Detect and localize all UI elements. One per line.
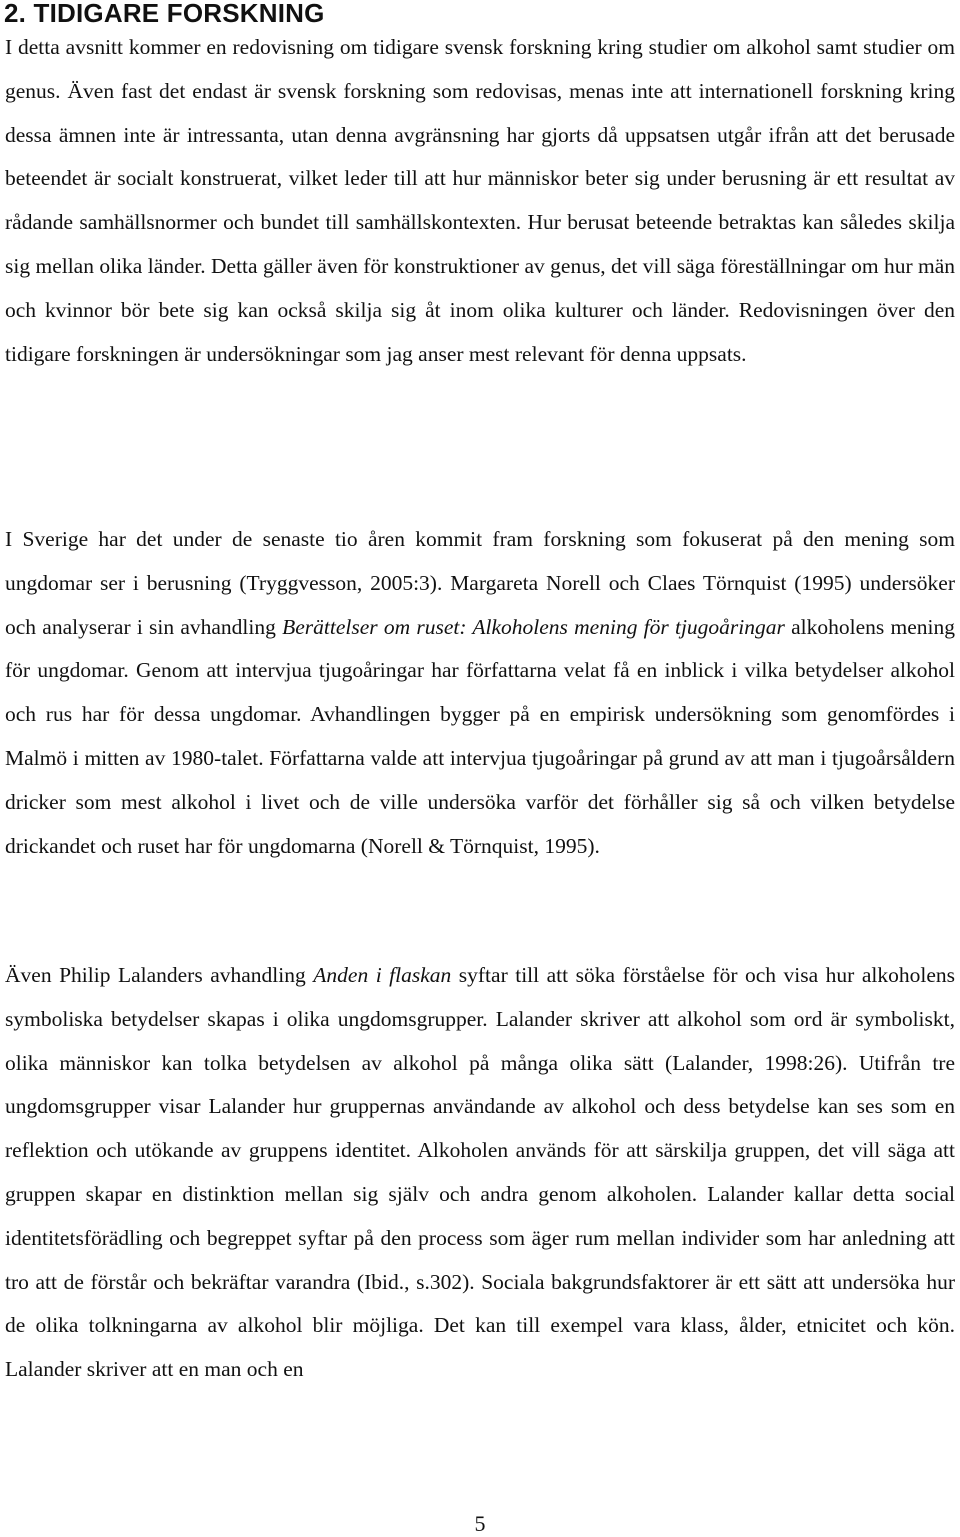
paragraph-norell-tornquist — [5, 518, 955, 868]
paragraph-text: I detta avsnitt kommer en redovisning om tidigare svensk forskning kring studier om alkohol samt studier om genus. Även fast det endast är svensk forskning som redovisas, menas inte att internationell forskning kring dessa ämnen inte är intressanta, utan denna avgränsning har gjorts då uppsatsen utgår ifrån att det berusade beteendet är socialt konstruerat, vilket leder till att hur människor beter sig under berusning är ett resultat av rådande samhällsnormer och bundet till samhällskontexten. Hur berusat beteende betraktas kan således skilja sig mellan olika länder. Detta gäller även för konstruktioner av genus, det vill säga föreställningar om hur män och kvinnor bör bete sig kan också skilja sig åt inom olika kulturer och länder. Redovisningen över den tidigare forskningen är undersökningar som jag anser mest relevant för denna uppsats. — [5, 35, 955, 366]
section-heading: 2. TIDIGARE FORSKNING — [4, 0, 325, 28]
paragraph-intro — [5, 26, 955, 376]
paragraph-text: Även Philip Lalanders avhandling — [5, 963, 314, 987]
paragraph-lalander — [5, 954, 955, 1392]
paragraph-text: I Sverige har det under de senaste tio åren kommit fram forskning som fokuserat på den mening som ungdomar ser i berusning (Tryggvesson, 2005:3). Margareta Norell och Claes Törnquist (1995) undersöker och analyserar i sin avhandling — [5, 527, 955, 639]
thesis-title: Berättelser om ruset: Alkoholens mening för tjugoåringar — [282, 614, 785, 639]
page-number: 5 — [474, 1511, 486, 1536]
thesis-title: Anden i flaskan — [313, 963, 452, 987]
paragraph-text: alkoholens mening för ungdomar. Genom att intervjua tjugoåringar har författarna velat få en inblick i vilka betydelser alkohol och rus har för dessa ungdomar. Avhandlingen bygger på en empirisk undersökning som genomfördes i Malmö i mitten av 1980-talet. Författarna valde att intervjua tjugoåringar på grund av att man i tjugoårsåldern dricker som mest alkohol i livet och de ville undersöka varför det förhåller sig så och vilken betydelse drickandet och ruset har för ungdomarna (Norell & Törnquist, 1995). — [5, 614, 956, 858]
paragraph-text: syftar till att söka förståelse för och visa hur alkoholens symboliska betydelser skapas i olika ungdomsgrupper. Lalander skriver att alkohol som ord är symboliskt, olika människor kan tolka betydelsen av alkohol på många olika sätt (Lalander, 1998:26). Utifrån tre ungdomsgrupper visar Lalander hur gruppernas användande av alkohol och dess betydelse kan ses som en reflektion och utökande av gruppens identitet. Alkoholen används för att särskilja gruppen, det vill säga att gruppen skapar en distinktion mellan sig själv och andra genom alkoholen. Lalander kallar detta social identitetsförädling och begreppet syftar på den process som äger rum mellan individer som har anledning att tro att de förstår och bekräftar varandra (Ibid., s.302). Sociala bakgrundsfaktorer är ett sätt att undersöka hur de olika tolkningarna av alkohol blir möjliga. Det kan till exempel vara klass, ålder, etnicitet och kön. Lalander skriver att en man och en — [5, 963, 955, 1382]
